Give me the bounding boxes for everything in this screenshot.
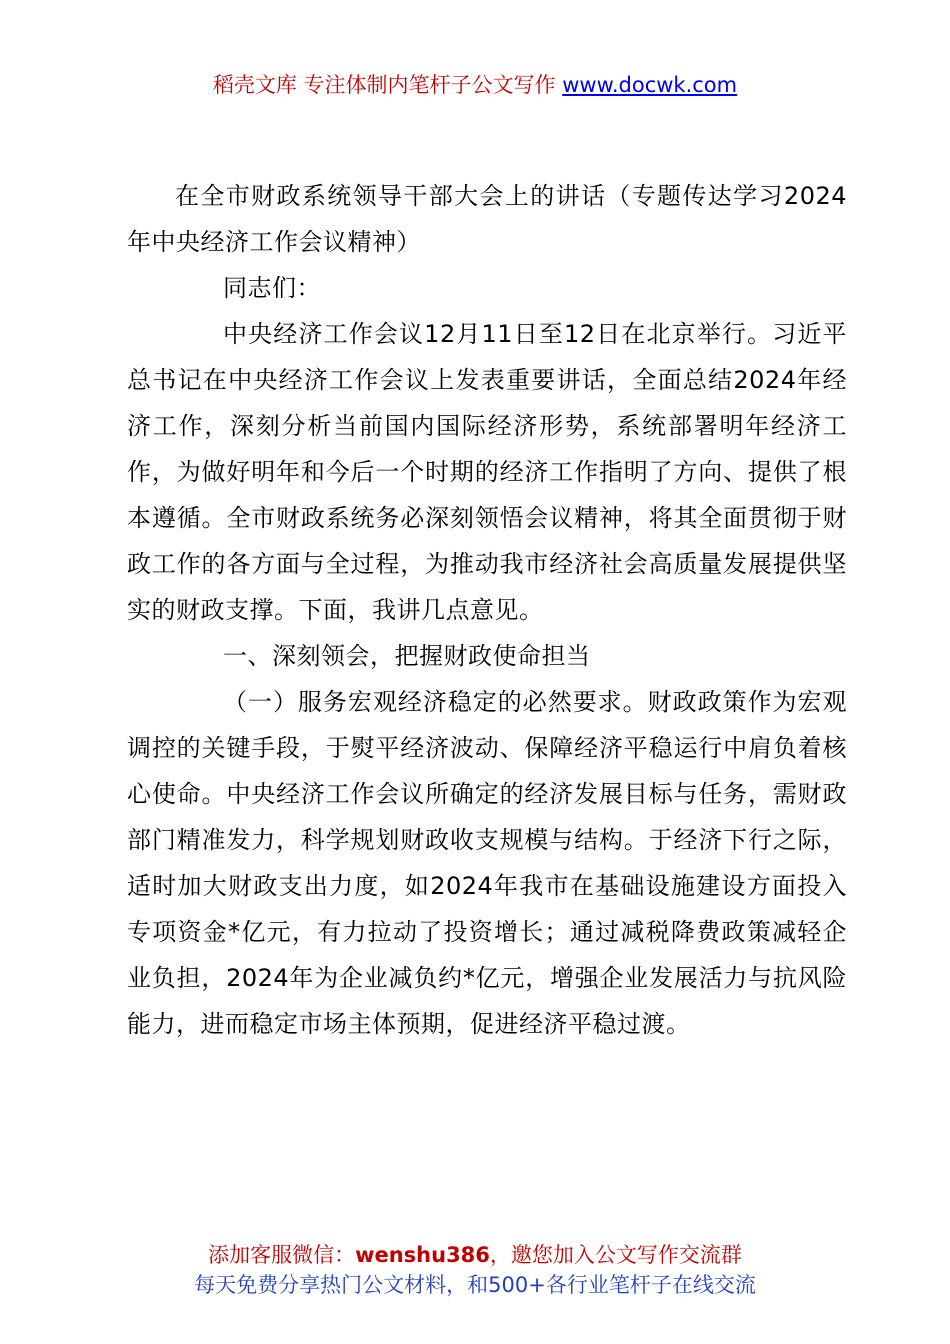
header-url-link[interactable]: www.docwk.com	[562, 73, 738, 97]
footer-contact-suffix: ，邀您加入公文写作交流群	[489, 1243, 742, 1267]
header-brand: 稻壳文库 专注体制内笔杆子公文写作	[212, 73, 556, 97]
intro-paragraph: 中央经济工作会议12月11日至12日在北京举行。习近平总书记在中央经济工作会议上发表重要讲话，全面总结2024年经济工作，深刻分析当前国内国际经济形势，系统部署明年经济工作，为做好明年和今后一个时期的经济工作指明了方向、提供了根本遵循。全市财政系统务必深刻领悟会议精神，将其全面贯彻于财政工作的各方面与全过程，为推动我市经济社会高质量发展提供坚实的财政支撑。下面，我讲几点意见。	[127, 320, 847, 624]
section-paragraph: （一）服务宏观经济稳定的必然要求。财政政策作为宏观调控的关键手段，于熨平经济波动、保障经济平稳运行中肩负着核心使命。中央经济工作会议所确定的经济发展目标与任务，需财政部门精准发力，科学规划财政收支规模与结构。于经济下行之际，适时加大财政支出力度，如2024年我市在基础设施建设方面投入专项资金*亿元，有力拉动了投资增长；通过减税降费政策减轻企业负担，2024年为企业减负约*亿元，增强企业发展活力与抗风险能力，进而稳定市场主体预期，促进经济平稳过渡。	[127, 688, 847, 1038]
footer-contact-prefix: 添加客服微信：	[208, 1243, 356, 1267]
page-footer	[0, 1240, 950, 1300]
wechat-id: wenshu386	[355, 1243, 490, 1267]
document-body	[127, 173, 847, 1047]
document-title: 在全市财政系统领导干部大会上的讲话（专题传达学习2024年中央经济工作会议精神）	[127, 182, 847, 256]
salutation: 同志们：	[223, 274, 321, 302]
footer-promo-line: 每天免费分享热门公文材料，和500+各行业笔杆子在线交流	[194, 1273, 756, 1297]
page-header	[0, 70, 950, 100]
footer-contact-line	[0, 1240, 950, 1270]
section-heading: 一、深刻领会，把握财政使命担当	[223, 642, 591, 670]
